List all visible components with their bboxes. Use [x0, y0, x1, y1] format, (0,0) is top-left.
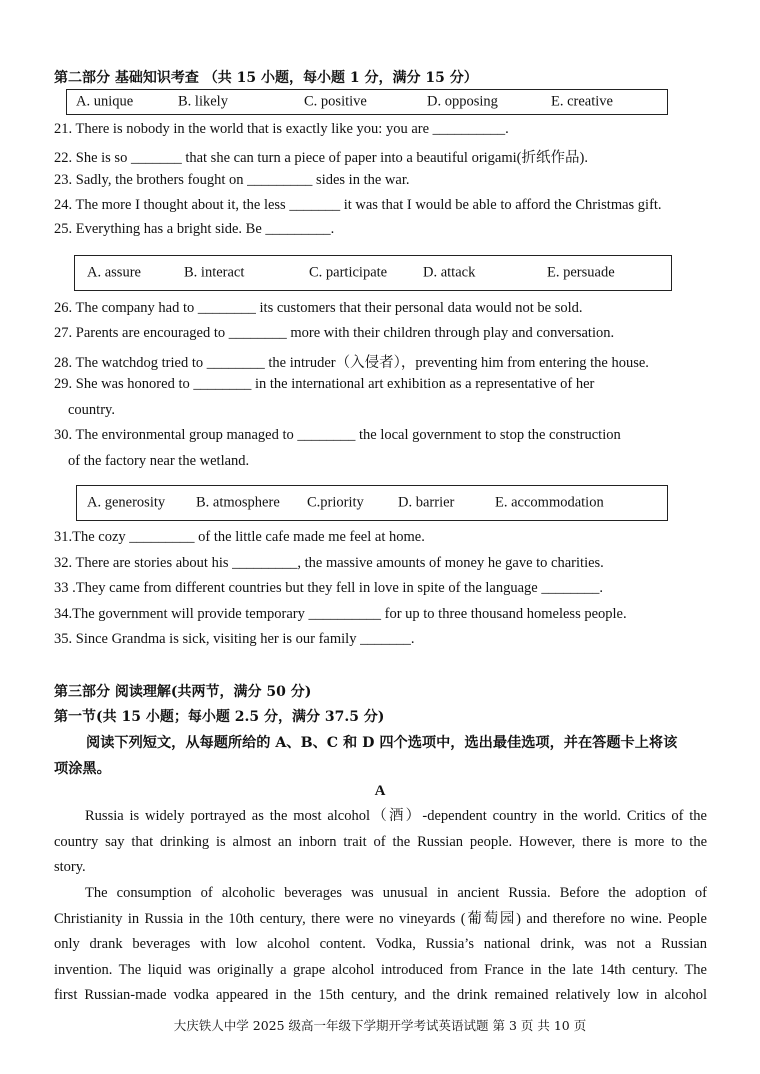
word-bank-option: D. attack	[423, 264, 476, 281]
question-26: 26. The company had to ________ its customers that their personal data would not be sold.	[54, 300, 583, 316]
paragraph-line: Russia is widely portrayed as the most alcohol（酒）-dependent country in the world. Critics of the	[85, 808, 707, 824]
word-bank-option: A. assure	[87, 264, 141, 281]
paragraph-line: country say that drinking is almost an inborn trait of the Russian people. However, there is more to the	[54, 833, 707, 850]
question-24: 24. The more I thought about it, the less _______ it was that I would be able to afford the Christmas gift.	[54, 197, 662, 213]
section2-heading: 第二部分 基础知识考查 （共 15 小题，每小题 1 分，满分 15 分）	[54, 70, 478, 86]
passage-paragraph-2	[54, 881, 707, 1009]
passage-paragraph-1	[54, 804, 707, 881]
question-22: 22. She is so _______ that she can turn a piece of paper into a beautiful origami(折纸作品).	[54, 150, 588, 166]
question-23: 23. Sadly, the brothers fought on _________ sides in the war.	[54, 172, 410, 188]
question-27: 27. Parents are encouraged to ________ more with their children through play and conversation.	[54, 325, 615, 341]
question-33: 33 .They came from different countries but they fell in love in spite of the language ________.	[54, 580, 603, 596]
word-bank-3	[76, 485, 668, 521]
word-bank-option: B. interact	[184, 264, 245, 281]
instruction-line-1: 阅读下列短文，从每题所给的 A、B、C 和 D 四个选项中，选出最佳选项，并在答题卡上将该	[86, 735, 678, 751]
question-29-cont: country.	[68, 402, 115, 418]
question-28: 28. The watchdog tried to ________ the intruder（入侵者），preventing him from entering the house.	[54, 355, 649, 371]
question-32: 32. There are stories about his _________, the massive amounts of money he gave to charities.	[54, 555, 604, 571]
paragraph-line: The consumption of alcoholic beverages was unusual in ancient Russia. Before the adoption of	[85, 885, 707, 901]
passage-label: A	[374, 783, 386, 799]
word-bank-option: D. opposing	[427, 93, 498, 110]
word-bank-option: A. unique	[76, 93, 134, 110]
page-footer: 大庆铁人中学 2025 级高一年级下学期开学考试英语试题 第 3 页 共 10 页	[173, 1018, 587, 1033]
word-bank-option: E. creative	[551, 93, 613, 110]
word-bank-option: E. accommodation	[495, 494, 604, 511]
word-bank-option: C. positive	[304, 93, 367, 110]
paragraph-line: Christianity in Russia in the 10th century, there were no vineyards (葡萄园) and therefore no wine. People	[54, 910, 707, 927]
question-30: 30. The environmental group managed to ________ the local government to stop the construction	[54, 427, 621, 443]
word-bank-option: B. likely	[178, 93, 228, 110]
question-31: 31.The cozy _________ of the little cafe made me feel at home.	[54, 529, 425, 545]
word-bank-option: E. persuade	[547, 264, 615, 281]
question-21: 21. There is nobody in the world that is exactly like you: you are __________.	[54, 121, 509, 137]
question-35: 35. Since Grandma is sick, visiting her is our family _______.	[54, 631, 415, 647]
paragraph-line: only drank beverages with low alcohol content. Vodka, Russia’s national drink, was not a Russian	[54, 936, 707, 953]
paragraph-line: invention. The liquid was originally a grape alcohol introduced from France in the late 14th century. The	[54, 961, 707, 978]
word-bank-1	[66, 89, 668, 115]
question-30-cont: of the factory near the wetland.	[68, 453, 250, 469]
word-bank-option: C.priority	[307, 494, 364, 511]
paragraph-line: first Russian-made vodka appeared in the 15th century, and the drink remained relatively low in alcohol	[54, 987, 707, 1004]
word-bank-option: D. barrier	[398, 494, 455, 511]
word-bank-option: C. participate	[309, 264, 388, 281]
question-25: 25. Everything has a bright side. Be _________.	[54, 221, 335, 237]
instruction-line-2: 项涂黑。	[54, 761, 111, 777]
question-29: 29. She was honored to ________ in the international art exhibition as a representative of her	[54, 376, 595, 392]
section3-heading: 第三部分 阅读理解(共两节，满分 50 分)	[54, 684, 312, 700]
question-34: 34.The government will provide temporary __________ for up to three thousand homeless people.	[54, 606, 627, 622]
section3-subheading: 第一节(共 15 小题；每小题 2.5 分，满分 37.5 分)	[54, 709, 385, 725]
paragraph-line: story.	[54, 859, 86, 876]
word-bank-option: A. generosity	[87, 494, 166, 511]
word-bank-option: B. atmosphere	[196, 494, 280, 511]
word-bank-2	[74, 255, 672, 291]
